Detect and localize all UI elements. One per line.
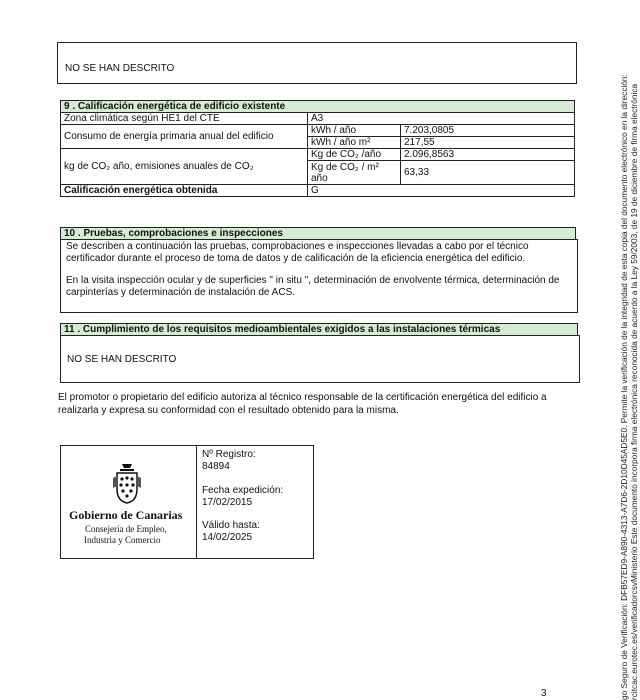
calificacion-value: G xyxy=(308,185,575,197)
authorization-statement: El promotor o propietario del edificio autoriza al técnico responsable de la certificación energética del edificio a realizarla y expresa su conformidad con el resultado obtenido para la misma. xyxy=(58,392,547,416)
coat-of-arms-icon xyxy=(111,460,143,511)
section11-body xyxy=(60,335,580,383)
valido-label: Válido hasta: xyxy=(202,520,260,531)
valido-value: 14/02/2025 xyxy=(202,532,253,543)
energy-rating-table xyxy=(60,112,575,197)
calificacion-label: Calificación energética obtenida xyxy=(61,185,308,197)
reg-value: 84894 xyxy=(202,461,230,472)
consumo-unit-2: kWh / año m² xyxy=(308,137,401,149)
consumo-label: Consumo de energía primaria anual del edificio xyxy=(61,125,308,149)
stamp-dept-line-1: Consejería de Empleo, xyxy=(85,524,167,534)
previous-section-box xyxy=(57,42,577,84)
zona-label: Zona climática según HE1 del CTE xyxy=(61,113,308,125)
consumo-unit-1: kWh / año xyxy=(308,125,401,137)
registration-stamp xyxy=(60,445,314,559)
section10-para-1: Se describen a continuación las pruebas, comprobaciones e inspecciones llevadas a cabo por el técnico certificador durante el proceso de toma de datos y de calificación de la eficiencia energética del edificio. xyxy=(66,241,529,264)
co2-unit-1: Kg de CO₂ /año xyxy=(308,149,401,161)
stamp-org-name: Gobierno de Canarias xyxy=(69,508,183,522)
co2-label: kg de CO₂ año, emisiones anuales de CO₂ xyxy=(61,149,308,185)
co2-unit-2: Kg de CO₂ / m² año xyxy=(308,161,401,185)
verification-line-2: rcitcac.eurotec.es/verificadorcsvMinisterio Este documento incorpora firma electrónica reconocida de acuerdo a la Ley 59/2003, de 19 de diciembre de firma electrónica xyxy=(628,83,639,700)
verification-sidebar xyxy=(600,35,640,700)
zona-value: A3 xyxy=(308,113,575,125)
fecha-value: 17/02/2015 xyxy=(202,497,253,508)
co2-value-1: 2.096,8563 xyxy=(401,149,575,161)
stamp-dept-line-2: Industria y Comercio xyxy=(84,535,161,545)
page-number: 3 xyxy=(541,688,547,699)
fecha-label: Fecha expedición: xyxy=(202,485,284,496)
stamp-divider xyxy=(196,446,197,558)
section11-title: 11 . Cumplimiento de los requisitos medioambientales exigidos a las instalaciones térmicas xyxy=(60,323,578,336)
section10-para-2: En la visita inspección ocular y de superficies " in situ ", determinación de envolvente térmica, determinación de carpinterías y determinación de instalación de ACS. xyxy=(66,275,560,298)
section10-title: 10 . Pruebas, comprobaciones e inspecciones xyxy=(60,227,576,240)
section11-text: NO SE HAN DESCRITO xyxy=(67,354,177,365)
reg-label: Nº Registro: xyxy=(202,449,256,460)
consumo-value-2: 217,55 xyxy=(401,137,575,149)
previous-section-text: NO SE HAN DESCRITO xyxy=(65,63,175,74)
consumo-value-1: 7.203,0805 xyxy=(401,125,575,137)
co2-value-2: 63,33 xyxy=(401,161,575,185)
verification-text xyxy=(620,35,639,700)
verification-line-1: go Seguro de Verificación: DFB57ED9-A890-4313-A7D6-2D10D45AD5E0. Permite la verificación de la integridad de esta copia del documento electrónico en la dirección: xyxy=(619,74,629,700)
section10-body xyxy=(60,239,578,313)
section9-title: 9 . Calificación energética de edificio existente xyxy=(60,100,575,113)
